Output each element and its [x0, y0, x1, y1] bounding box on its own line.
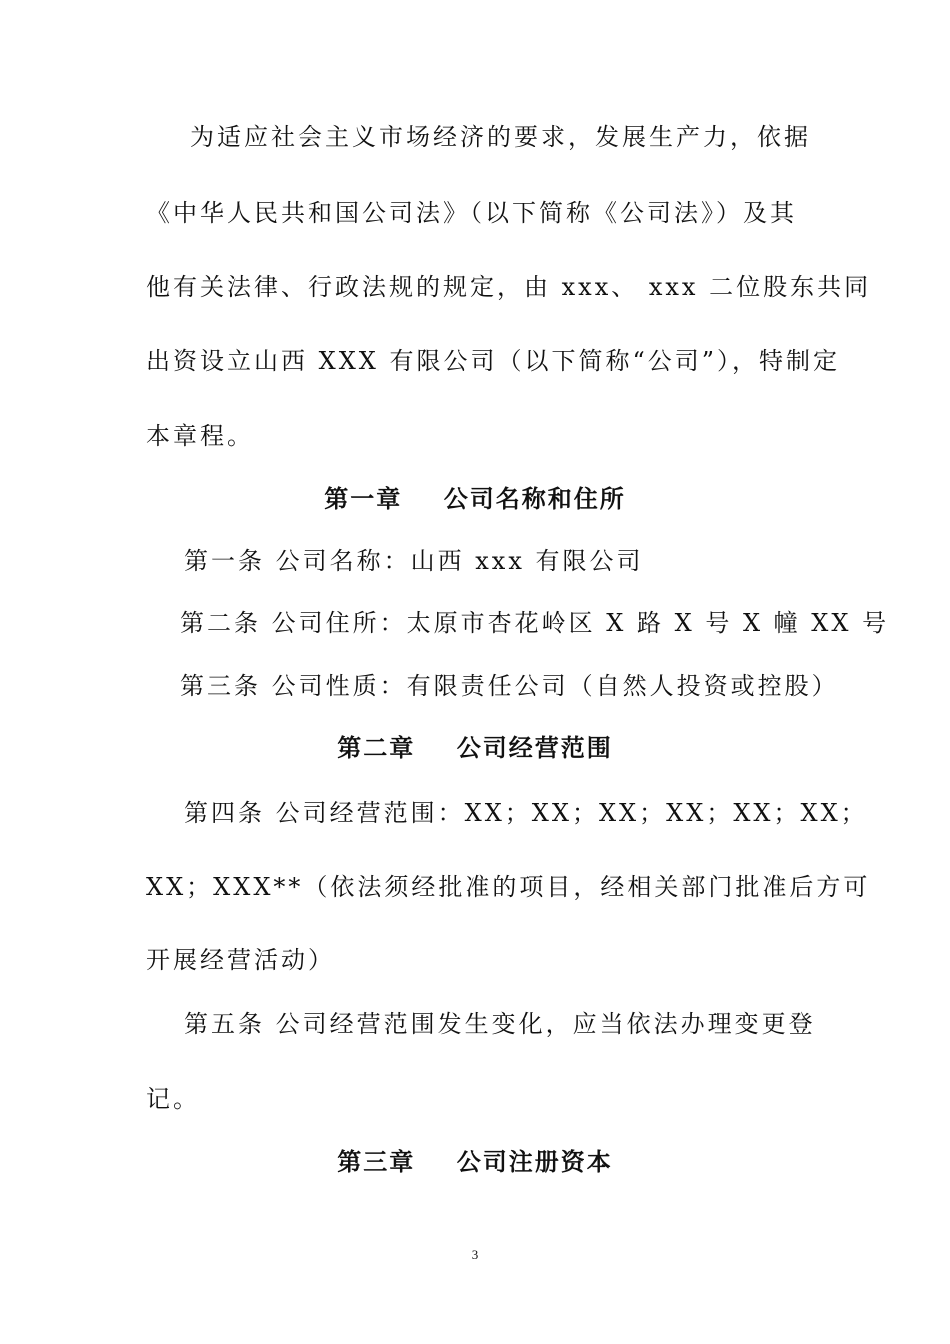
article-2: 第二条 公司住所：太原市杏花岭区 X 路 X 号 X 幢 XX 号	[180, 609, 890, 637]
article-4-line-1: 第四条 公司经营范围：XX；XX；XX；XX；XX；XX；	[184, 799, 868, 827]
article-3: 第三条 公司性质：有限责任公司（自然人投资或控股）	[180, 672, 839, 700]
article-5-line-2: 记。	[146, 1085, 200, 1113]
chapter-3-heading: 第三章 公司注册资本	[337, 1147, 613, 1176]
preamble-line-4: 出资设立山西 XXX 有限公司（以下简称“公司”），特制定	[146, 347, 841, 375]
article-4-line-2: XX；XXX**（依法须经批准的项目，经相关部门批准后方可	[146, 873, 871, 901]
chapter-1-heading: 第一章 公司名称和住所	[324, 484, 626, 513]
article-1: 第一条 公司名称：山西 xxx 有限公司	[184, 547, 644, 575]
preamble-line-2: 《中华人民共和国公司法》（以下简称《公司法》）及其	[146, 199, 797, 227]
page-number: 3	[471, 1247, 479, 1262]
preamble-line-5: 本章程。	[146, 422, 254, 450]
article-4-line-3: 开展经营活动）	[146, 946, 335, 974]
preamble-line-1: 为适应社会主义市场经济的要求，发展生产力，依据	[190, 123, 811, 151]
preamble-line-3: 他有关法律、行政法规的规定，由 xxx、 xxx 二位股东共同	[146, 273, 872, 301]
chapter-2-heading: 第二章 公司经营范围	[337, 733, 613, 762]
article-5-line-1: 第五条 公司经营范围发生变化，应当依法办理变更登	[184, 1010, 816, 1038]
